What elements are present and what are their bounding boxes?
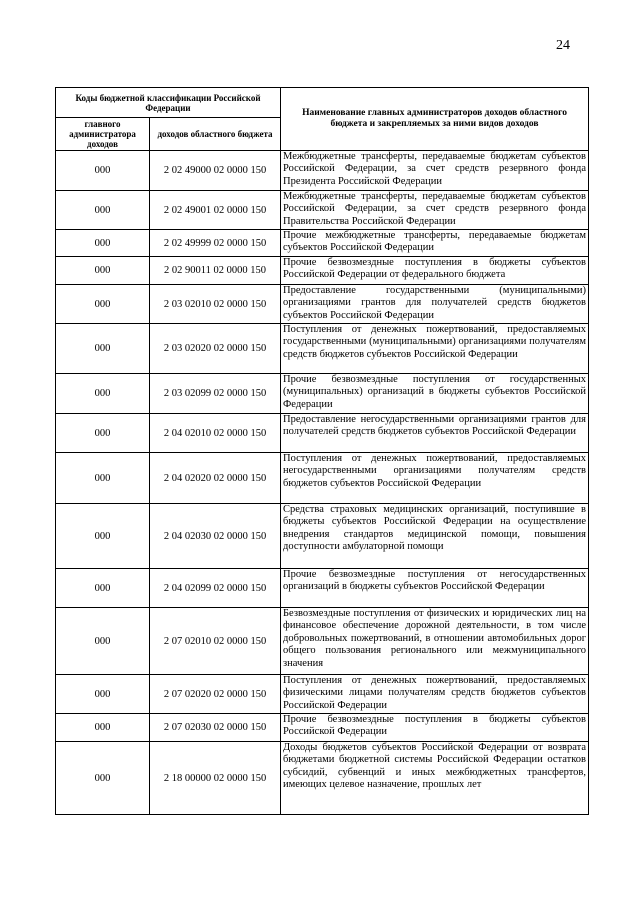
table-row bbox=[56, 504, 589, 569]
admin-code: 000 bbox=[56, 608, 150, 675]
table-row bbox=[56, 151, 589, 191]
revenue-code: 2 02 90011 02 0000 150 bbox=[150, 257, 281, 285]
table-row bbox=[56, 257, 589, 285]
table-row bbox=[56, 191, 589, 230]
table-row bbox=[56, 230, 589, 257]
revenue-code: 2 18 00000 02 0000 150 bbox=[150, 742, 281, 815]
admin-code: 000 bbox=[56, 151, 150, 191]
table-row bbox=[56, 324, 589, 374]
revenue-code: 2 07 02020 02 0000 150 bbox=[150, 675, 281, 714]
revenue-code: 2 03 02099 02 0000 150 bbox=[150, 374, 281, 414]
revenue-name: Прочие безвозмездные поступления от государственных (муниципальных) организаций в бюджеты субъектов Российской Федерации bbox=[281, 374, 589, 414]
admin-code: 000 bbox=[56, 191, 150, 230]
revenue-name: Доходы бюджетов субъектов Российской Федерации от возврата бюджетами бюджетной системы Российской Федерации остатков субсидий, субвенций и иных межбюджетных трансфертов, имеющих целевое назначение, прошлых лет bbox=[281, 742, 589, 815]
admin-code: 000 bbox=[56, 257, 150, 285]
header-administrator-name: Наименование главных администраторов доходов областного бюджета и закрепляемых за ними видов доходов bbox=[281, 88, 589, 151]
revenue-code: 2 03 02010 02 0000 150 bbox=[150, 285, 281, 324]
revenue-name: Поступления от денежных пожертвований, предоставляемых физическими лицами получателям средств бюджетов субъектов Российской Федерации bbox=[281, 675, 589, 714]
revenue-code: 2 02 49000 02 0000 150 bbox=[150, 151, 281, 191]
revenue-name: Предоставление негосударственными организациями грантов для получателей средств бюджетов субъектов Российской Федерации bbox=[281, 414, 589, 453]
revenue-code: 2 04 02020 02 0000 150 bbox=[150, 453, 281, 504]
admin-code: 000 bbox=[56, 675, 150, 714]
admin-code: 000 bbox=[56, 230, 150, 257]
table-row bbox=[56, 569, 589, 608]
admin-code: 000 bbox=[56, 374, 150, 414]
admin-code: 000 bbox=[56, 714, 150, 742]
table-row bbox=[56, 285, 589, 324]
header-classification-codes: Коды бюджетной классификации Российской Федерации bbox=[56, 88, 281, 118]
revenue-name: Прочие безвозмездные поступления от негосударственных организаций в бюджеты субъектов Российской Федерации bbox=[281, 569, 589, 608]
revenue-name: Межбюджетные трансферты, передаваемые бюджетам субъектов Российской Федерации, за счет средств резервного фонда Президента Российской Федерации bbox=[281, 151, 589, 191]
admin-code: 000 bbox=[56, 742, 150, 815]
revenue-code: 2 04 02030 02 0000 150 bbox=[150, 504, 281, 569]
revenue-code: 2 04 02010 02 0000 150 bbox=[150, 414, 281, 453]
admin-code: 000 bbox=[56, 569, 150, 608]
table-row bbox=[56, 374, 589, 414]
revenue-name: Прочие межбюджетные трансферты, передаваемые бюджетам субъектов Российской Федерации bbox=[281, 230, 589, 257]
admin-code: 000 bbox=[56, 414, 150, 453]
revenue-name: Прочие безвозмездные поступления в бюджеты субъектов Российской Федерации bbox=[281, 714, 589, 742]
revenue-name: Межбюджетные трансферты, передаваемые бюджетам субъектов Российской Федерации, за счет средств резервного фонда Правительства Российской Федерации bbox=[281, 191, 589, 230]
table-row bbox=[56, 714, 589, 742]
admin-code: 000 bbox=[56, 324, 150, 374]
revenue-name: Прочие безвозмездные поступления в бюджеты субъектов Российской Федерации от федерального бюджета bbox=[281, 257, 589, 285]
revenue-code: 2 07 02010 02 0000 150 bbox=[150, 608, 281, 675]
revenue-name: Безвозмездные поступления от физических и юридических лиц на финансовое обеспечение дорожной деятельности, в том числе добровольных пожертвований, в отношении автомобильных дорог общего пользования регионального или межмуниципального значения bbox=[281, 608, 589, 675]
admin-code: 000 bbox=[56, 504, 150, 569]
admin-code: 000 bbox=[56, 453, 150, 504]
table-row bbox=[56, 742, 589, 815]
table-row bbox=[56, 608, 589, 675]
admin-code: 000 bbox=[56, 285, 150, 324]
revenue-name: Поступления от денежных пожертвований, предоставляемых негосударственными организациями получателям средств бюджетов субъектов Российской Федерации bbox=[281, 453, 589, 504]
page-number: 24 bbox=[556, 38, 570, 53]
header-main-administrator: главного администратора доходов bbox=[56, 118, 150, 151]
table-row bbox=[56, 453, 589, 504]
revenue-code: 2 07 02030 02 0000 150 bbox=[150, 714, 281, 742]
revenue-name: Предоставление государственными (муниципальными) организациями грантов для получателей средств бюджетов субъектов Российской Федерации bbox=[281, 285, 589, 324]
revenue-code: 2 02 49999 02 0000 150 bbox=[150, 230, 281, 257]
revenue-code: 2 03 02020 02 0000 150 bbox=[150, 324, 281, 374]
revenue-name: Средства страховых медицинских организаций, поступившие в бюджеты субъектов Российской Федерации на осуществление внедрения стандартов медицинской помощи, повышения доступности амбулаторной помощи bbox=[281, 504, 589, 569]
revenue-code: 2 04 02099 02 0000 150 bbox=[150, 569, 281, 608]
header-regional-revenue: доходов областного бюджета bbox=[150, 118, 281, 151]
revenue-administrators-table bbox=[55, 87, 589, 815]
table-row bbox=[56, 414, 589, 453]
revenue-code: 2 02 49001 02 0000 150 bbox=[150, 191, 281, 230]
table-row bbox=[56, 675, 589, 714]
revenue-name: Поступления от денежных пожертвований, предоставляемых государственными (муниципальными) организациями получателям средств бюджетов субъектов Российской Федерации bbox=[281, 324, 589, 374]
